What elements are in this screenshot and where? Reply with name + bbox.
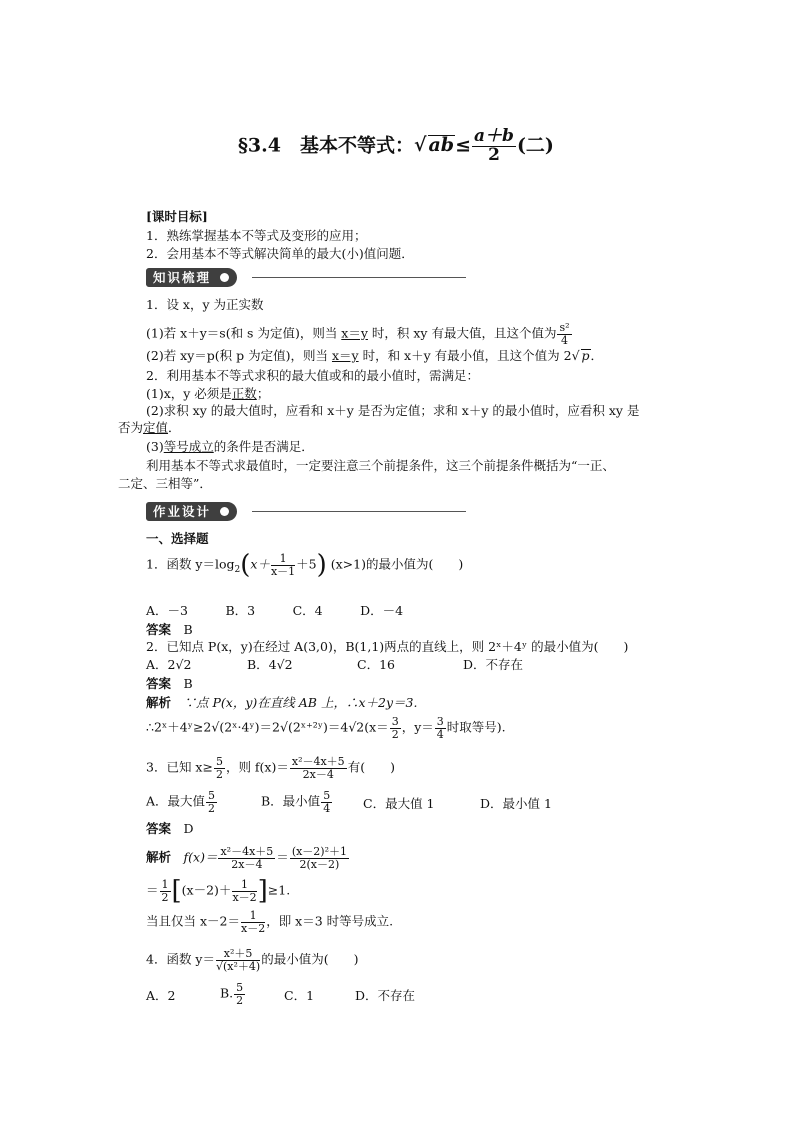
question-1: 1．函数 $y=\log_2(x+$ $\frac{1}{x-1}$ ＋5) (x>1)的最小值为( )	[146, 550, 464, 580]
knowledge-line-1: (1)若 x＋y＝s(和 s 为定值)，则当 x＝y 时，积 xy 有最大值，且这个值为 $\frac{\text{s²}}{4}$	[146, 321, 570, 347]
knowledge-line-2: (2)若 xy＝p(积 p 为定值)，则当 x＝y 时，和 x＋y 有最小值，且这个值为 2√ p．	[146, 348, 604, 363]
question-2-option-c: C．16	[357, 657, 395, 672]
question-2-option-b: B．4√2	[247, 657, 293, 672]
condition-1: (1)x，y 必须是正数；	[146, 386, 270, 401]
question-2-answer: 答案 B	[146, 676, 193, 691]
section-divider	[252, 511, 466, 512]
question-3-answer: 答案 D	[146, 821, 194, 836]
knowledge-note-1: 利用基本不等式求最值时，一定要注意三个前提条件，这三个前提条件概括为“一正、	[146, 458, 615, 473]
question-3-option-c: C．最大值 1	[363, 796, 435, 811]
question-3: 3．已知 x≥ $\frac{5}{2}$ ，则 f(x)＝ $\frac{\text{x²－4x＋5}}{2x-4}$ 有( )	[146, 755, 395, 781]
question-3-analysis-1: 解析 f(x)＝ $\frac{\text{x²－4x＋5}}{2x-4}$ ＝ $\frac{\text{(x－2)²＋1}}{2(x-2)}$	[146, 845, 348, 871]
page-title	[238, 128, 554, 165]
title-sqrt: √ ab	[414, 134, 455, 157]
goal-item-1: 1．熟练掌握基本不等式及变形的应用；	[146, 228, 367, 243]
question-4-option-d: D．不存在	[355, 988, 416, 1003]
knowledge-point-1: 1．设 x，y 为正实数	[146, 297, 264, 312]
question-3-analysis-3: 当且仅当 x－2＝ $\frac{1}{x-2}$ ，即 x＝3 时等号成立.	[146, 909, 394, 935]
question-3-option-d: D．最小值 1	[480, 796, 552, 811]
section-bar-knowledge: 知识梳理	[146, 268, 237, 287]
section-divider	[252, 277, 466, 278]
question-4: 4．函数 y＝ $\frac{\text{x²＋5}}{\text{√(x²＋4)}}$ 的最小值为( )	[146, 947, 359, 973]
section-dot-icon	[220, 273, 229, 282]
question-4-option-b: B. $\frac{5}{2}$	[220, 981, 244, 1007]
title-prefix: §3.4 基本不等式：	[238, 134, 414, 157]
condition-3: (3)等号成立的条件是否满足．	[146, 439, 314, 454]
condition-2-cont: 否为定值．	[118, 420, 181, 435]
question-3-option-a: A．最大值 $\frac{5}{2}$	[146, 789, 216, 815]
part-heading: 一、选择题	[146, 531, 209, 546]
question-4-option-a: A．2	[146, 988, 176, 1003]
question-1-options: A．－3 B．3 C．4 D．－4	[146, 603, 404, 618]
question-3-option-b: B．最小值 $\frac{5}{4}$	[261, 789, 331, 815]
question-2-options: A．2√2	[146, 657, 192, 672]
question-4-option-c: C．1	[284, 988, 315, 1003]
knowledge-point-2: 2．利用基本不等式求积的最大值或和的最小值时，需满足：	[146, 368, 479, 383]
question-2-analysis-1: 解析 ∵点 P(x，y)在直线 AB 上，∴x＋2y＝3.	[146, 695, 418, 710]
section-dot-icon	[220, 507, 229, 516]
knowledge-note-2: 二定、三相等”．	[118, 476, 212, 491]
title-suffix: (二)	[516, 134, 554, 157]
title-leq: ≤	[455, 134, 472, 157]
goals-heading: [课时目标]	[146, 209, 208, 224]
question-2-option-d: D．不存在	[463, 657, 524, 672]
question-3-analysis-2: ＝ $\frac{1}{2}$ [(x－2)＋ $\frac{1}{x-2}$ ]≥1.	[146, 876, 291, 906]
condition-2: (2)求积 xy 的最大值时，应看和 x＋y 是否为定值；求和 x＋y 的最小值时，应看积 xy 是	[146, 403, 640, 418]
question-2: 2．已知点 P(x，y)在经过 A(3,0)，B(1,1)两点的直线上，则 2ˣ＋4ʸ 的最小值为( )	[146, 639, 629, 654]
title-fraction: $\frac{a+b}{2}$	[474, 126, 514, 165]
question-1-answer: 答案 B	[146, 622, 193, 637]
question-2-analysis-2: ∴2ˣ＋4ʸ≥2√(2ˣ·4ʸ)＝2√(2ˣ⁺²ʸ)＝4√2(x＝ $\frac{3}{2}$ ，y＝ $\frac{3}{4}$ 时取等号).	[146, 715, 506, 741]
goal-item-2: 2．会用基本不等式解决简单的最大(小)值问题．	[146, 246, 414, 261]
section-bar-homework: 作业设计	[146, 502, 237, 521]
